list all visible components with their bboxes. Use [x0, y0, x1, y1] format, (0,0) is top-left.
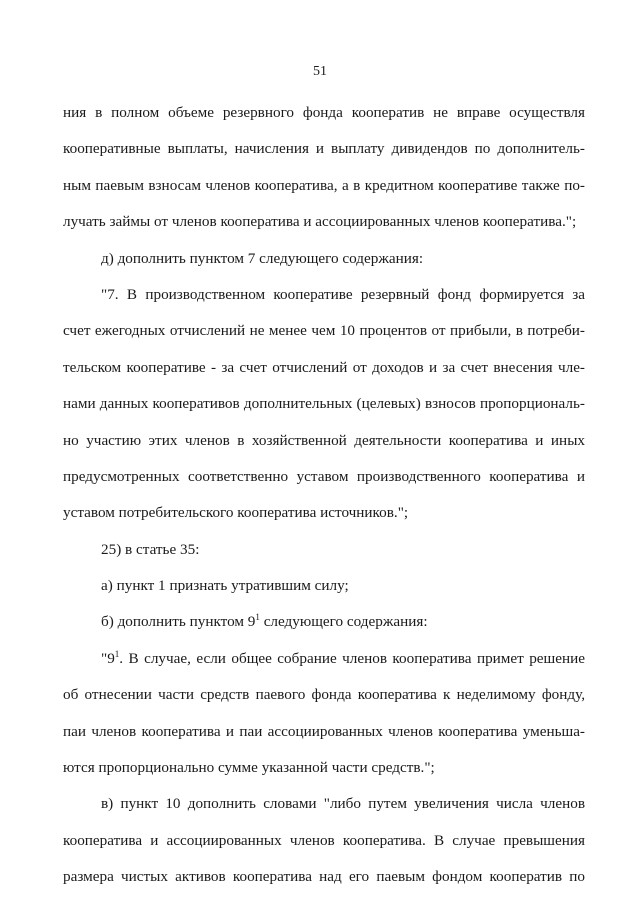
text-line: ным паевым взносам членов кооператива, а в кредитном кооперативе также по-: [63, 176, 585, 194]
text-line: размера чистых активов кооператива над его паевым фондом кооператив по: [63, 868, 585, 886]
text-segment: б) дополнить пунктом 9: [101, 613, 256, 631]
text-line: счет ежегодных отчислений не менее чем 10 процентов от прибыли, в потреби-: [63, 322, 585, 340]
text-segment: "9: [101, 649, 115, 667]
page-number: 51: [313, 64, 327, 79]
text-line: предусмотренных соответственно уставом производственного кооператива и: [63, 467, 585, 485]
text-line: нами данных кооперативов дополнительных (целевых) взносов пропорциональ-: [63, 395, 585, 413]
text-line: [63, 641, 585, 677]
text-line: в) пункт 10 дополнить словами "либо путем увеличения числа членов: [101, 795, 585, 813]
text-line: ния в полном объеме резервного фонда кооператив не вправе осуществля: [63, 104, 585, 121]
superscript: 1: [114, 648, 120, 659]
text-line: д) дополнить пунктом 7 следующего содержания:: [101, 249, 424, 267]
text-line: но участию этих членов в хозяйственной деятельности кооператива и иных: [63, 431, 585, 449]
text-segment: следующего содержания:: [259, 613, 428, 631]
text-line: уставом потребительского кооператива источников.";: [63, 504, 409, 522]
text-line: а) пункт 1 признать утратившим силу;: [101, 577, 349, 595]
text-segment: . В случае, если общее собрание членов кооператива примет решение: [119, 649, 585, 667]
text-line: кооператива и ассоциированных членов кооператива. В случае превышения: [63, 831, 585, 849]
text-line: кооперативные выплаты, начисления и выплату дивидендов по дополнитель-: [63, 140, 585, 158]
superscript: 1: [255, 612, 260, 623]
text-line: тельском кооперативе - за счет отчислений от доходов и за счет внесения чле-: [63, 358, 585, 376]
text-line: ются пропорционально сумме указанной части средств.";: [63, 759, 435, 777]
text-line: об отнесении части средств паевого фонда кооператива к неделимому фонду,: [63, 686, 585, 704]
text-line: [63, 604, 585, 640]
body-text: [63, 95, 585, 896]
text-line: "7. В производственном кооперативе резервный фонд формируется за: [101, 285, 585, 303]
text-line: паи членов кооператива и паи ассоциированных членов кооператива уменьша-: [63, 722, 585, 740]
text-line: лучать займы от членов кооператива и ассоциированных членов кооператива.";: [63, 213, 577, 231]
text-line: 25) в статье 35:: [101, 540, 200, 558]
